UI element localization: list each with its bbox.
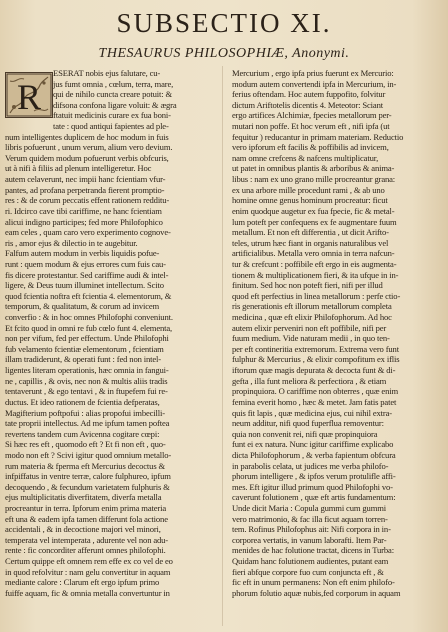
text-line: illam tradiderunt, & operati funt : fed non intel- bbox=[5, 354, 161, 365]
column-divider bbox=[222, 66, 223, 626]
text-line: finitum. Sed hoc non poteft fieri, nifi per illud bbox=[232, 280, 383, 291]
text-line: fequitur ) reducantur in primam materiam. Reductio bbox=[232, 131, 404, 142]
text-line: libus : nam ex uno grano mille procreantur grana: bbox=[232, 174, 396, 185]
text-line: temporum, & qualitatum, & corum ad invicem bbox=[5, 301, 160, 312]
text-line: Si hæc res eft , quomodo eft ? Et fi non eft , quo- bbox=[5, 439, 166, 450]
text-line: res : & de corum peccatis effent rationem redditu- bbox=[5, 195, 170, 206]
text-line: enim quodque augetur ex fua fpecie, fic & metal- bbox=[232, 205, 395, 216]
text-line: ESERAT nobis ejus falutare, cu- bbox=[53, 68, 161, 78]
left-text-column bbox=[5, 68, 209, 628]
text-line: medicina , quæ eft elixir Philofophorum. Ad hoc bbox=[232, 312, 392, 323]
text-line: procreantur in terra. Ipforum enim prima materia bbox=[5, 502, 167, 513]
text-line: dictum Ariftotelis dicentis 4. Meteotor: Sciant bbox=[232, 99, 383, 110]
text-line: tem. Rofinus Philofophus ait: Nifi corpora in in- bbox=[232, 524, 391, 535]
text-line: libris pofuerunt , unum verum, alium vero devium. bbox=[5, 142, 173, 153]
text-line: ut patet in omnibus plantis & arboribus & anima- bbox=[232, 163, 395, 174]
text-line: ejus multiplicitatis diverfitatem, diverfa metalla bbox=[5, 492, 162, 503]
text-line: mediante calore : Clarum eft ergo ipfum primo bbox=[5, 577, 160, 588]
initial-letter: R bbox=[16, 77, 42, 117]
text-line: alicui indigno participes; fed more Philofophico bbox=[5, 216, 163, 227]
text-line: revertens tandem cum Avicenna cogitare cœpi: bbox=[5, 428, 160, 439]
text-line: tate : quod antiqui fapientes ad ple- bbox=[53, 121, 169, 132]
text-line: ligentes literam operationis, hæc omnia in fangui- bbox=[5, 365, 169, 376]
text-line: metallum. Et non eft differentia , ut dicit Arifto- bbox=[232, 227, 389, 238]
text-line: femina everit homo , hæc & metet. Jam fatis patet bbox=[232, 396, 397, 407]
text-line: Certum quippe eft omnem rem effe ex co vel de eo bbox=[5, 556, 173, 567]
text-line: Et fcito quod in omni re fub cœlo funt 4. elementa, bbox=[5, 322, 173, 333]
text-line: fis dicere protestantur. Sed cariffime audi & intel- bbox=[5, 269, 169, 280]
text-line: vero matrimonio, & fac illa ficut aquam torren- bbox=[232, 513, 388, 524]
text-line: ferius oftendam. Hoc autem fuppofito, folvitur bbox=[232, 89, 386, 100]
text-line: qui de nihilo cuncta creare potuit: & bbox=[53, 89, 173, 100]
text-line: mes. Eft igitur illud primum quod Philofophi vo- bbox=[232, 481, 393, 492]
text-line: Magifterium poftpofui : alias propofui imbecilli- bbox=[5, 407, 165, 418]
text-line: ductus. Et ideo rationem de fcientia defperatas, bbox=[5, 396, 160, 407]
text-line: autem celaverunt, nec impii hanc fcientiam vfur- bbox=[5, 174, 166, 185]
text-line: ligere, & Deus tuum illuminet intellectum. Scito bbox=[5, 280, 164, 291]
text-line: quia non convenit rei, nifi quæ propinquiora bbox=[232, 428, 378, 439]
text-line: rente : fic concorditer afferunt omnes philofophi. bbox=[5, 545, 166, 556]
text-line: Quidam hanc folutionem audientes, putant eam bbox=[232, 556, 389, 567]
text-line: modum autem convertendi ipfa in Mercurium, in- bbox=[232, 78, 397, 89]
text-line: accidentali , & in decoctione majori vel minori, bbox=[5, 524, 161, 535]
text-line: Unde dicit Maria : Copula gummi cum gummi bbox=[232, 502, 387, 513]
text-line: non per vifum, fed per effectum. Unde Philofophi bbox=[5, 333, 169, 344]
text-line: Verum quidem modum pofuerunt verbis obfcuris, bbox=[5, 152, 169, 163]
text-line: jus fumt omnia , cœlum, terra, mare, bbox=[53, 78, 174, 89]
text-line: caverunt folutionem , quæ eft artis fundamentum: bbox=[232, 492, 396, 503]
section-subheading: THESAURUS PHILOSOPHIÆ, Anonymi. bbox=[98, 46, 350, 61]
text-line: phorum folutio aquæ nubis,fed corporum in aquam bbox=[232, 587, 401, 598]
text-line: eft una & eadem ipfa tamen differunt fola actione bbox=[5, 513, 168, 524]
section-heading: SUBSECTIO XI. bbox=[116, 8, 332, 38]
text-line: vero ipforum eft facilis & poffibilis ad invicem, bbox=[232, 142, 389, 153]
text-line: fuum medium. Vide naturam medii , in quo ten- bbox=[232, 333, 390, 344]
text-line: per eft contineritia extremorum. Extrema vero funt bbox=[232, 343, 399, 354]
text-line: runt : quem modum & ejus errores cum fuis cau- bbox=[5, 258, 166, 269]
text-line: autem elixir perveniri non eft poffibile, nifi per bbox=[232, 322, 387, 333]
text-line: fic eft in unum permanens: Non eft enim philofo- bbox=[232, 577, 395, 588]
text-line: menides de hac folutione tractat, dicens in Turba: bbox=[232, 545, 394, 556]
text-line: ris , amor ejus & dilectio in te augebitur. bbox=[5, 237, 138, 248]
text-line: iftorum quæ magis depurata & decocta funt & di- bbox=[232, 365, 396, 376]
text-line: num intelligentes duplicem de hoc modum in fuis bbox=[5, 131, 169, 142]
text-line: artificialibus. Metalla vero omnia in terra nafcun- bbox=[232, 248, 395, 259]
text-line: ut à nifi à filiis ad plenum intelligeretur. Hoc bbox=[5, 163, 152, 174]
text-line: ris generationis eft illorum metallorum completa bbox=[232, 301, 392, 312]
text-line: quod eft perfectius in linea metallorum : perfe ctio- bbox=[232, 290, 401, 301]
text-line: gefta , illa funt meliora & perfectiora , & etiam bbox=[232, 375, 387, 386]
text-line: teles, utrum hæc fiant in organis naturalibus vel bbox=[232, 237, 389, 248]
text-line: converfio : & in hoc omnes Philofophi conveniunt. bbox=[5, 312, 173, 323]
text-line: dicta Philofophorum , & verba fapientum obfcura bbox=[232, 449, 396, 460]
text-line: lum poteft per confequens ex fe augmentare fuum bbox=[232, 216, 397, 227]
text-line: ergo artifices Alchimiæ, fpecies metallorum per- bbox=[232, 110, 392, 121]
text-line: temperata vel intemperata , adurente vel non adu- bbox=[5, 534, 169, 545]
text-line: decoquendo , & fecundum varietatem fulphuris & bbox=[5, 481, 170, 492]
text-line: pantes, ad profana perpetranda fierent promptio- bbox=[5, 184, 165, 195]
text-line: tate proprii intellectus. Ad me ipfum tamen poftea bbox=[5, 418, 170, 429]
text-line: mutari non poffe. Et hoc verum eft , nifi ipfa (ut bbox=[232, 121, 390, 132]
text-line: ex una arbore mille procedunt rami , & ab uno bbox=[232, 184, 385, 195]
text-line: propinquiora. O cariffime non obterres , quæ enim bbox=[232, 386, 398, 397]
text-line: difsona confona ligare voluit: & ægra bbox=[53, 99, 177, 110]
text-line: fulphur & Mercurius , & elixir compofitum ex iflis bbox=[232, 354, 400, 365]
text-line: Falfum autem modum in verbis liquidis pofue- bbox=[5, 248, 160, 259]
text-line: tionem & multiplicationem fieri, & ita ufque in in- bbox=[232, 269, 399, 280]
text-line: neum additur, nifi quod fuperflua removentur: bbox=[232, 418, 384, 429]
text-line: Mercurium , ergo ipfa prius fuerunt ex Mercurio: bbox=[232, 68, 394, 78]
text-line: eam celes , quam caro vero experimento cognove- bbox=[5, 227, 171, 238]
text-line: ri. Idcirco cave tibi cariffime, ne hanc fcientiam bbox=[5, 205, 162, 216]
text-line: quod fcientia noftra eft fcientia 4. elementorum, & bbox=[5, 290, 172, 301]
text-line: in parabolis celata, ut judices me verba philofo- bbox=[232, 460, 389, 471]
text-line: funt ei ex natura. Nunc igitur cariffime explicabo bbox=[232, 439, 394, 450]
text-line: ftatuit medicinis curare ex fua boni- bbox=[53, 110, 171, 121]
text-line: quis fit lapis , quæ medicina ejus, cui nihil extra- bbox=[232, 407, 392, 418]
text-line: rum materia & fperma eft Mercurius decoctus & bbox=[5, 460, 166, 471]
text-line: phorum intelligere , & ipfos verum protulifle affi- bbox=[232, 471, 396, 482]
text-line: tentaverunt , & ego tentavi , & in ftupefem fui re- bbox=[5, 386, 168, 397]
text-line: ne , capillis , & ovis, nec non & multis aliis tradis bbox=[5, 375, 168, 386]
text-line: fieri abfque corpore fuo cum conjuncta eft , & bbox=[232, 566, 384, 577]
right-text-column bbox=[232, 68, 436, 628]
text-line: infpiffatus in ventre terræ, calore fulphureo, ipfum bbox=[5, 471, 171, 482]
text-line: in quod refolvitur : nam gelu convertitur in aquam bbox=[5, 566, 171, 577]
text-line: fuiffe aquam, fic & omnia metalla convertuntur in bbox=[5, 587, 170, 598]
text-line: tur & crefcunt : poffibile eft ergo in eis augmenta- bbox=[232, 258, 397, 269]
text-line: modo non eft ? Scivi igitur quod omnium metallo- bbox=[5, 449, 172, 460]
text-line: fub velamento fcientiæ elementorum , fcientiam bbox=[5, 343, 164, 354]
text-line: homine omne genus hominum procreatur: ficut bbox=[232, 195, 388, 206]
text-line: corporea vertatis, in vanum laborafti. Item Par- bbox=[232, 534, 387, 545]
text-line: nam omne crefcens & nafcens multiplicatur, bbox=[232, 152, 379, 163]
